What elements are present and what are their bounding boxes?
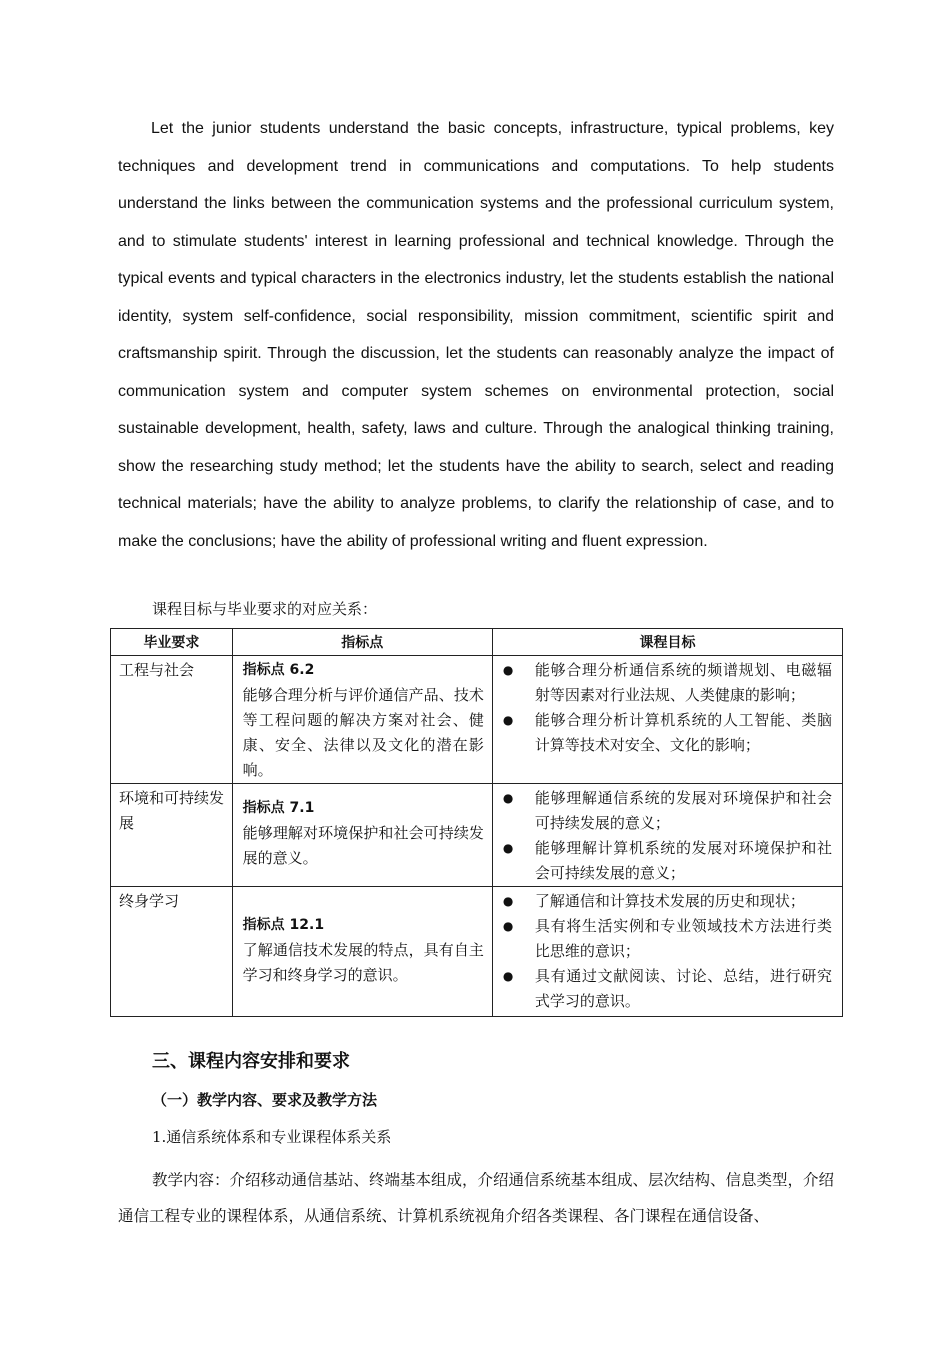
requirement-cell: 终身学习	[111, 887, 233, 1017]
header-course-goal: 课程目标	[492, 629, 842, 656]
goal-item: ● 能够合理分析通信系统的频谱规划、电磁辐射等因素对行业法规、人类健康的影响；	[493, 658, 832, 708]
table-row	[111, 656, 843, 784]
requirement-cell: 环境和可持续发展	[111, 784, 233, 887]
requirements-mapping-table	[110, 628, 843, 1017]
subsection-heading: （一）教学内容、要求及教学方法	[152, 1091, 378, 1109]
goal-item: ● 具有将生活实例和专业领域技术方法进行类比思维的意识；	[493, 914, 832, 964]
indicator-text: 能够合理分析与评价通信产品、技术等工程问题的解决方案对社会、健康、安全、法律以及文化的潜在影响。	[242, 686, 484, 779]
goal-item: ● 能够合理分析计算机系统的人工智能、类脑计算等技术对安全、文化的影响；	[493, 708, 832, 758]
header-requirement: 毕业要求	[111, 629, 233, 656]
teaching-content-paragraph: 教学内容：介绍移动通信基站、终端基本组成，介绍通信系统基本组成、层次结构、信息类型，介绍通信工程专业的课程体系，从通信系统、计算机系统视角介绍各类课程、各门课程在通信设备、	[118, 1171, 835, 1225]
goal-item: ● 具有通过文献阅读、讨论、总结，进行研究式学习的意识。	[493, 964, 832, 1014]
table-header-row	[111, 629, 843, 656]
goal-item: ● 能够理解通信系统的发展对环境保护和社会可持续发展的意义；	[493, 786, 832, 836]
indicator-title: 指标点 7.1	[242, 800, 315, 816]
indicator-title: 指标点 6.2	[242, 662, 315, 678]
header-indicator: 指标点	[232, 629, 492, 656]
course-goal-cell	[492, 656, 842, 784]
indicator-cell	[232, 656, 492, 784]
table-row	[111, 784, 843, 887]
intro-paragraph: Let the junior students understand the basic concepts, infrastructure, typical problems, key techniques and development trend in communications and computations. To help students understand the links between the communication systems and the professional curriculum system, and to stimulate students' interest in learning professional and technical knowledge. Through the typical events and typical characters in the electronics industry, let the students establish the national identity, system self-confidence, social responsibility, mission commitment, scientific spirit and craftsmanship spirit. Through the discussion, let the students can reasonably analyze the impact of communication system and computer system schemes on environmental protection, social sustainable development, health, safety, laws and culture. Through the analogical thinking training, show the researching study method; let the students have the ability to search, select and reading technical materials; have the ability to analyze problems, to clarify the relationship of case, and to make the conclusions; have the ability of professional writing and fluent expression.	[118, 120, 834, 550]
table-row	[111, 887, 843, 1017]
indicator-title: 指标点 12.1	[242, 917, 325, 933]
course-goal-cell	[492, 887, 842, 1017]
indicator-cell	[232, 887, 492, 1017]
goal-item: ● 能够理解计算机系统的发展对环境保护和社会可持续发展的意义；	[493, 836, 832, 886]
goal-item: ● 了解通信和计算技术发展的历史和现状；	[493, 889, 832, 914]
course-goal-cell	[492, 784, 842, 887]
requirement-cell: 工程与社会	[111, 656, 233, 784]
table-caption: 课程目标与毕业要求的对应关系：	[152, 600, 378, 618]
indicator-text: 了解通信技术发展的特点，具有自主学习和终身学习的意识。	[242, 941, 484, 984]
indicator-text: 能够理解对环境保护和社会可持续发展的意义。	[242, 824, 484, 867]
indicator-cell	[232, 784, 492, 887]
topic-heading: 1.通信系统体系和专业课程体系关系	[152, 1128, 392, 1146]
section-heading: 三、课程内容安排和要求	[152, 1051, 350, 1072]
